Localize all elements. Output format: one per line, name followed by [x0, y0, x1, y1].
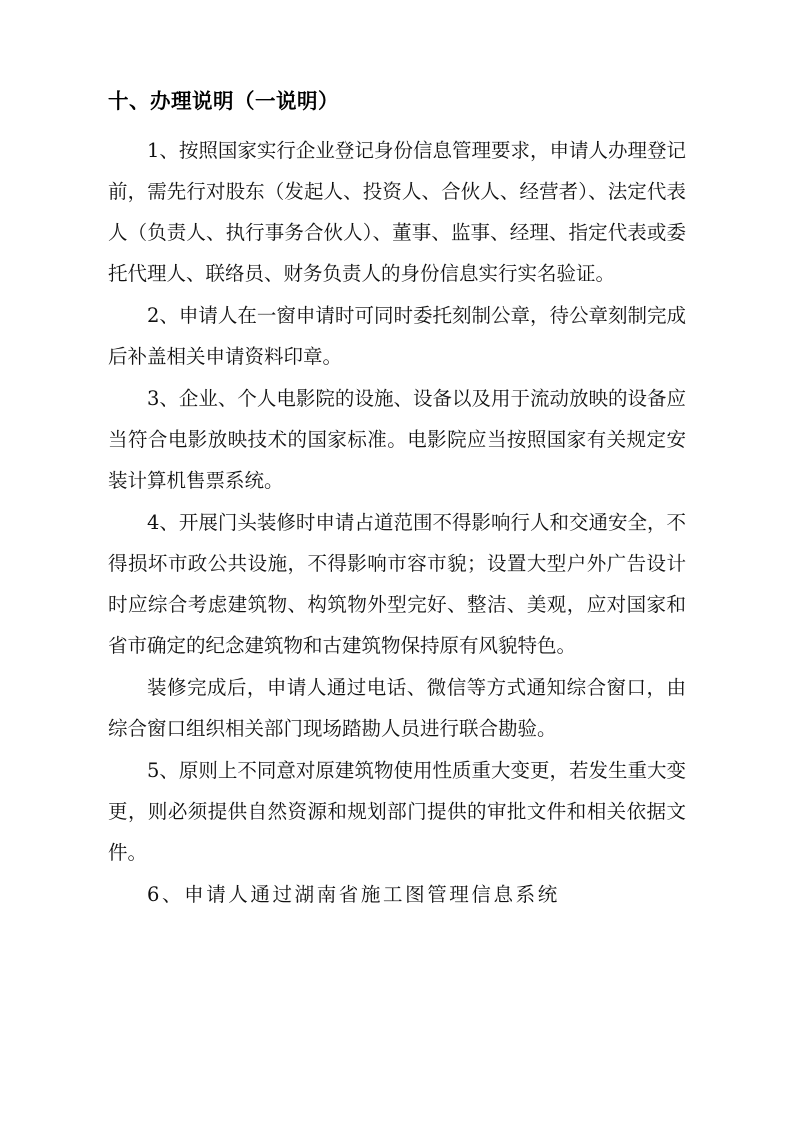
paragraph-item-4: 4、开展门头装修时申请占道范围不得影响行人和交通安全，不得损坏市政公共设施，不得影响市容市貌；设置大型户外广告设计时应综合考虑建筑物、构筑物外型完好、整洁、美观，应对国家和省市确定的纪念建筑物和古建筑物保持原有风貌特色。 [108, 511, 686, 657]
paragraph-item-3: 3、企业、个人电影院的设施、设备以及用于流动放映的设备应当符合电影放映技术的国家标准。电影院应当按照国家有关规定安装计算机售票系统。 [108, 387, 686, 492]
paragraph-item-5: 5、原则上不同意对原建筑物使用性质重大变更，若发生重大变更，则必须提供自然资源和规划部门提供的审批文件和相关依据文件。 [108, 759, 686, 864]
paragraph-item-4-note: 装修完成后，申请人通过电话、微信等方式通知综合窗口，由综合窗口组织相关部门现场踏勘人员进行联合勘验。 [108, 676, 686, 740]
document-body [108, 84, 686, 915]
paragraph-item-6: 6、申请人通过湖南省施工图管理信息系统 [147, 883, 560, 906]
paragraph-item-1: 1、按照国家实行企业登记身份信息管理要求，申请人办理登记前，需先行对股东（发起人、投资人、合伙人、经营者）、法定代表人（负责人、执行事务合伙人）、董事、监事、经理、指定代表或委托代理人、联络员、财务负责人的身份信息实行实名验证。 [108, 139, 686, 285]
section-heading: 十、办理说明（一说明） [108, 89, 339, 113]
paragraph-item-2: 2、申请人在一窗申请时可同时委托刻制公章，待公章刻制完成后补盖相关申请资料印章。 [108, 304, 686, 368]
